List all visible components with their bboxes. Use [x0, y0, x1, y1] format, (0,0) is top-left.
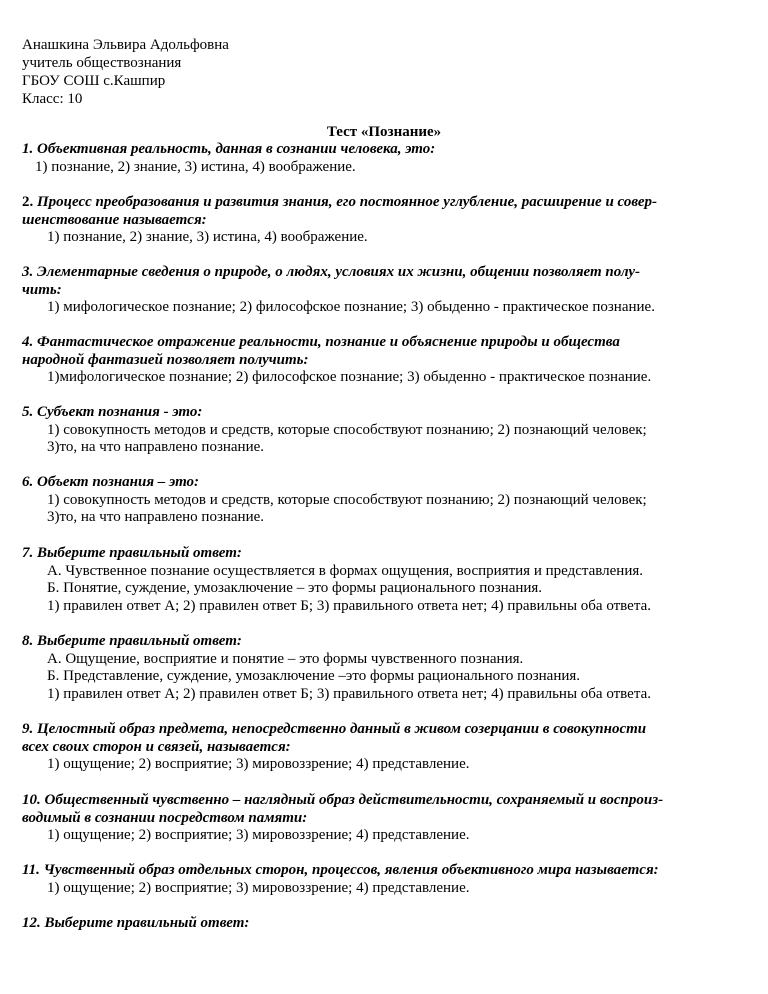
answer-options-cont: 3)то, на что направлено познание.	[47, 509, 265, 525]
question-text: 4. Фантастическое отражение реальности, познание и объяснение природы и общества	[22, 334, 620, 350]
answer-options: 1) правилен ответ А; 2) правилен ответ Б; 3) правильного ответа нет; 4) правильны оба ответа.	[47, 597, 651, 614]
author-header	[22, 36, 229, 108]
answer-options-cont: 3)то, на что направлено познание.	[47, 439, 265, 455]
statement-b: Б. Представление, суждение, умозаключение –это формы рационального познания.	[47, 668, 581, 684]
question-text-cont: шенствование называется:	[22, 211, 207, 228]
author-name: Анашкина Эльвира Адольфовна	[22, 37, 229, 53]
answer-options: 1) правилен ответ А; 2) правилен ответ Б; 3) правильного ответа нет; 4) правильны оба ответа.	[47, 685, 651, 702]
question-text-cont: водимый в сознании посредством памяти:	[22, 809, 308, 826]
question-text: 6. Объект познания – это:	[22, 474, 200, 490]
question-9	[22, 721, 747, 774]
question-text: 3. Элементарные сведения о природе, о людях, условиях их жизни, общении позволяет полу-	[22, 264, 641, 280]
question-10	[22, 792, 747, 845]
question-4	[22, 334, 747, 387]
answer-options: 1) познание, 2) знание, 3) истина, 4) воображение.	[35, 158, 356, 175]
answer-options: 1) познание, 2) знание, 3) истина, 4) воображение.	[47, 229, 368, 245]
class-label: Класс: 10	[22, 91, 83, 107]
question-3	[22, 264, 747, 317]
question-7	[22, 545, 747, 615]
question-text-cont: народной фантазией позволяет получить:	[22, 351, 309, 368]
question-text: 1. Объективная реальность, данная в сознании человека, это:	[22, 141, 436, 157]
question-12	[22, 915, 747, 933]
answer-options: 1) совокупность методов и средств, которые способствуют познанию; 2) познающий человек;	[47, 421, 647, 438]
question-2	[22, 194, 747, 247]
question-text: 9. Целостный образ предмета, непосредственно данный в живом созерцании в совокупности	[22, 721, 647, 737]
question-text-cont: чить:	[22, 281, 62, 298]
answer-options: 1) ощущение; 2) восприятие; 3) мировоззрение; 4) представление.	[47, 827, 470, 843]
question-number: 2.	[22, 194, 34, 210]
question-text: 5. Субъект познания - это:	[22, 404, 203, 420]
statement-b: Б. Понятие, суждение, умозаключение – это формы рационального познания.	[47, 580, 543, 596]
answer-options: 1)мифологическое познание; 2) философское познание; 3) обыденно - практическое познание.	[47, 369, 652, 385]
test-title: Тест «Познание»	[326, 124, 442, 140]
question-text: 10. Общественный чувственно – наглядный образ действительности, сохраняемый и воспроиз-	[22, 792, 664, 808]
school-name: ГБОУ СОШ с.Кашпир	[22, 73, 166, 89]
answer-options: 1) мифологическое познание; 2) философское познание; 3) обыденно - практическое познание.	[47, 299, 655, 315]
question-text: 8. Выберите правильный ответ:	[22, 633, 242, 649]
question-text: 7. Выберите правильный ответ:	[22, 545, 242, 561]
answer-options: 1) ощущение; 2) восприятие; 3) мировоззрение; 4) представление.	[47, 879, 470, 896]
question-8	[22, 633, 747, 703]
question-text: 2. Процесс преобразования и развития знания, его постоянное углубление, расширение и совер-	[22, 194, 658, 210]
statement-a: А. Ощущение, восприятие и понятие – это формы чувственного познания.	[47, 650, 524, 667]
question-text: 11. Чувственный образ отдельных сторон, процессов, явления объективного мира называется:	[22, 862, 659, 878]
answer-options: 1) ощущение; 2) восприятие; 3) мировоззрение; 4) представление.	[47, 756, 470, 772]
author-position: учитель обществознания	[22, 55, 182, 71]
question-11	[22, 862, 747, 897]
answer-options: 1) совокупность методов и средств, которые способствуют познанию; 2) познающий человек;	[47, 491, 647, 508]
question-6	[22, 474, 747, 527]
question-text-cont: всех своих сторон и связей, называется:	[22, 738, 291, 755]
question-text: 12. Выберите правильный ответ:	[22, 915, 250, 931]
question-5	[22, 404, 747, 457]
statement-a: А. Чувственное познание осуществляется в формах ощущения, восприятия и представления.	[47, 562, 644, 579]
question-1	[22, 141, 747, 176]
